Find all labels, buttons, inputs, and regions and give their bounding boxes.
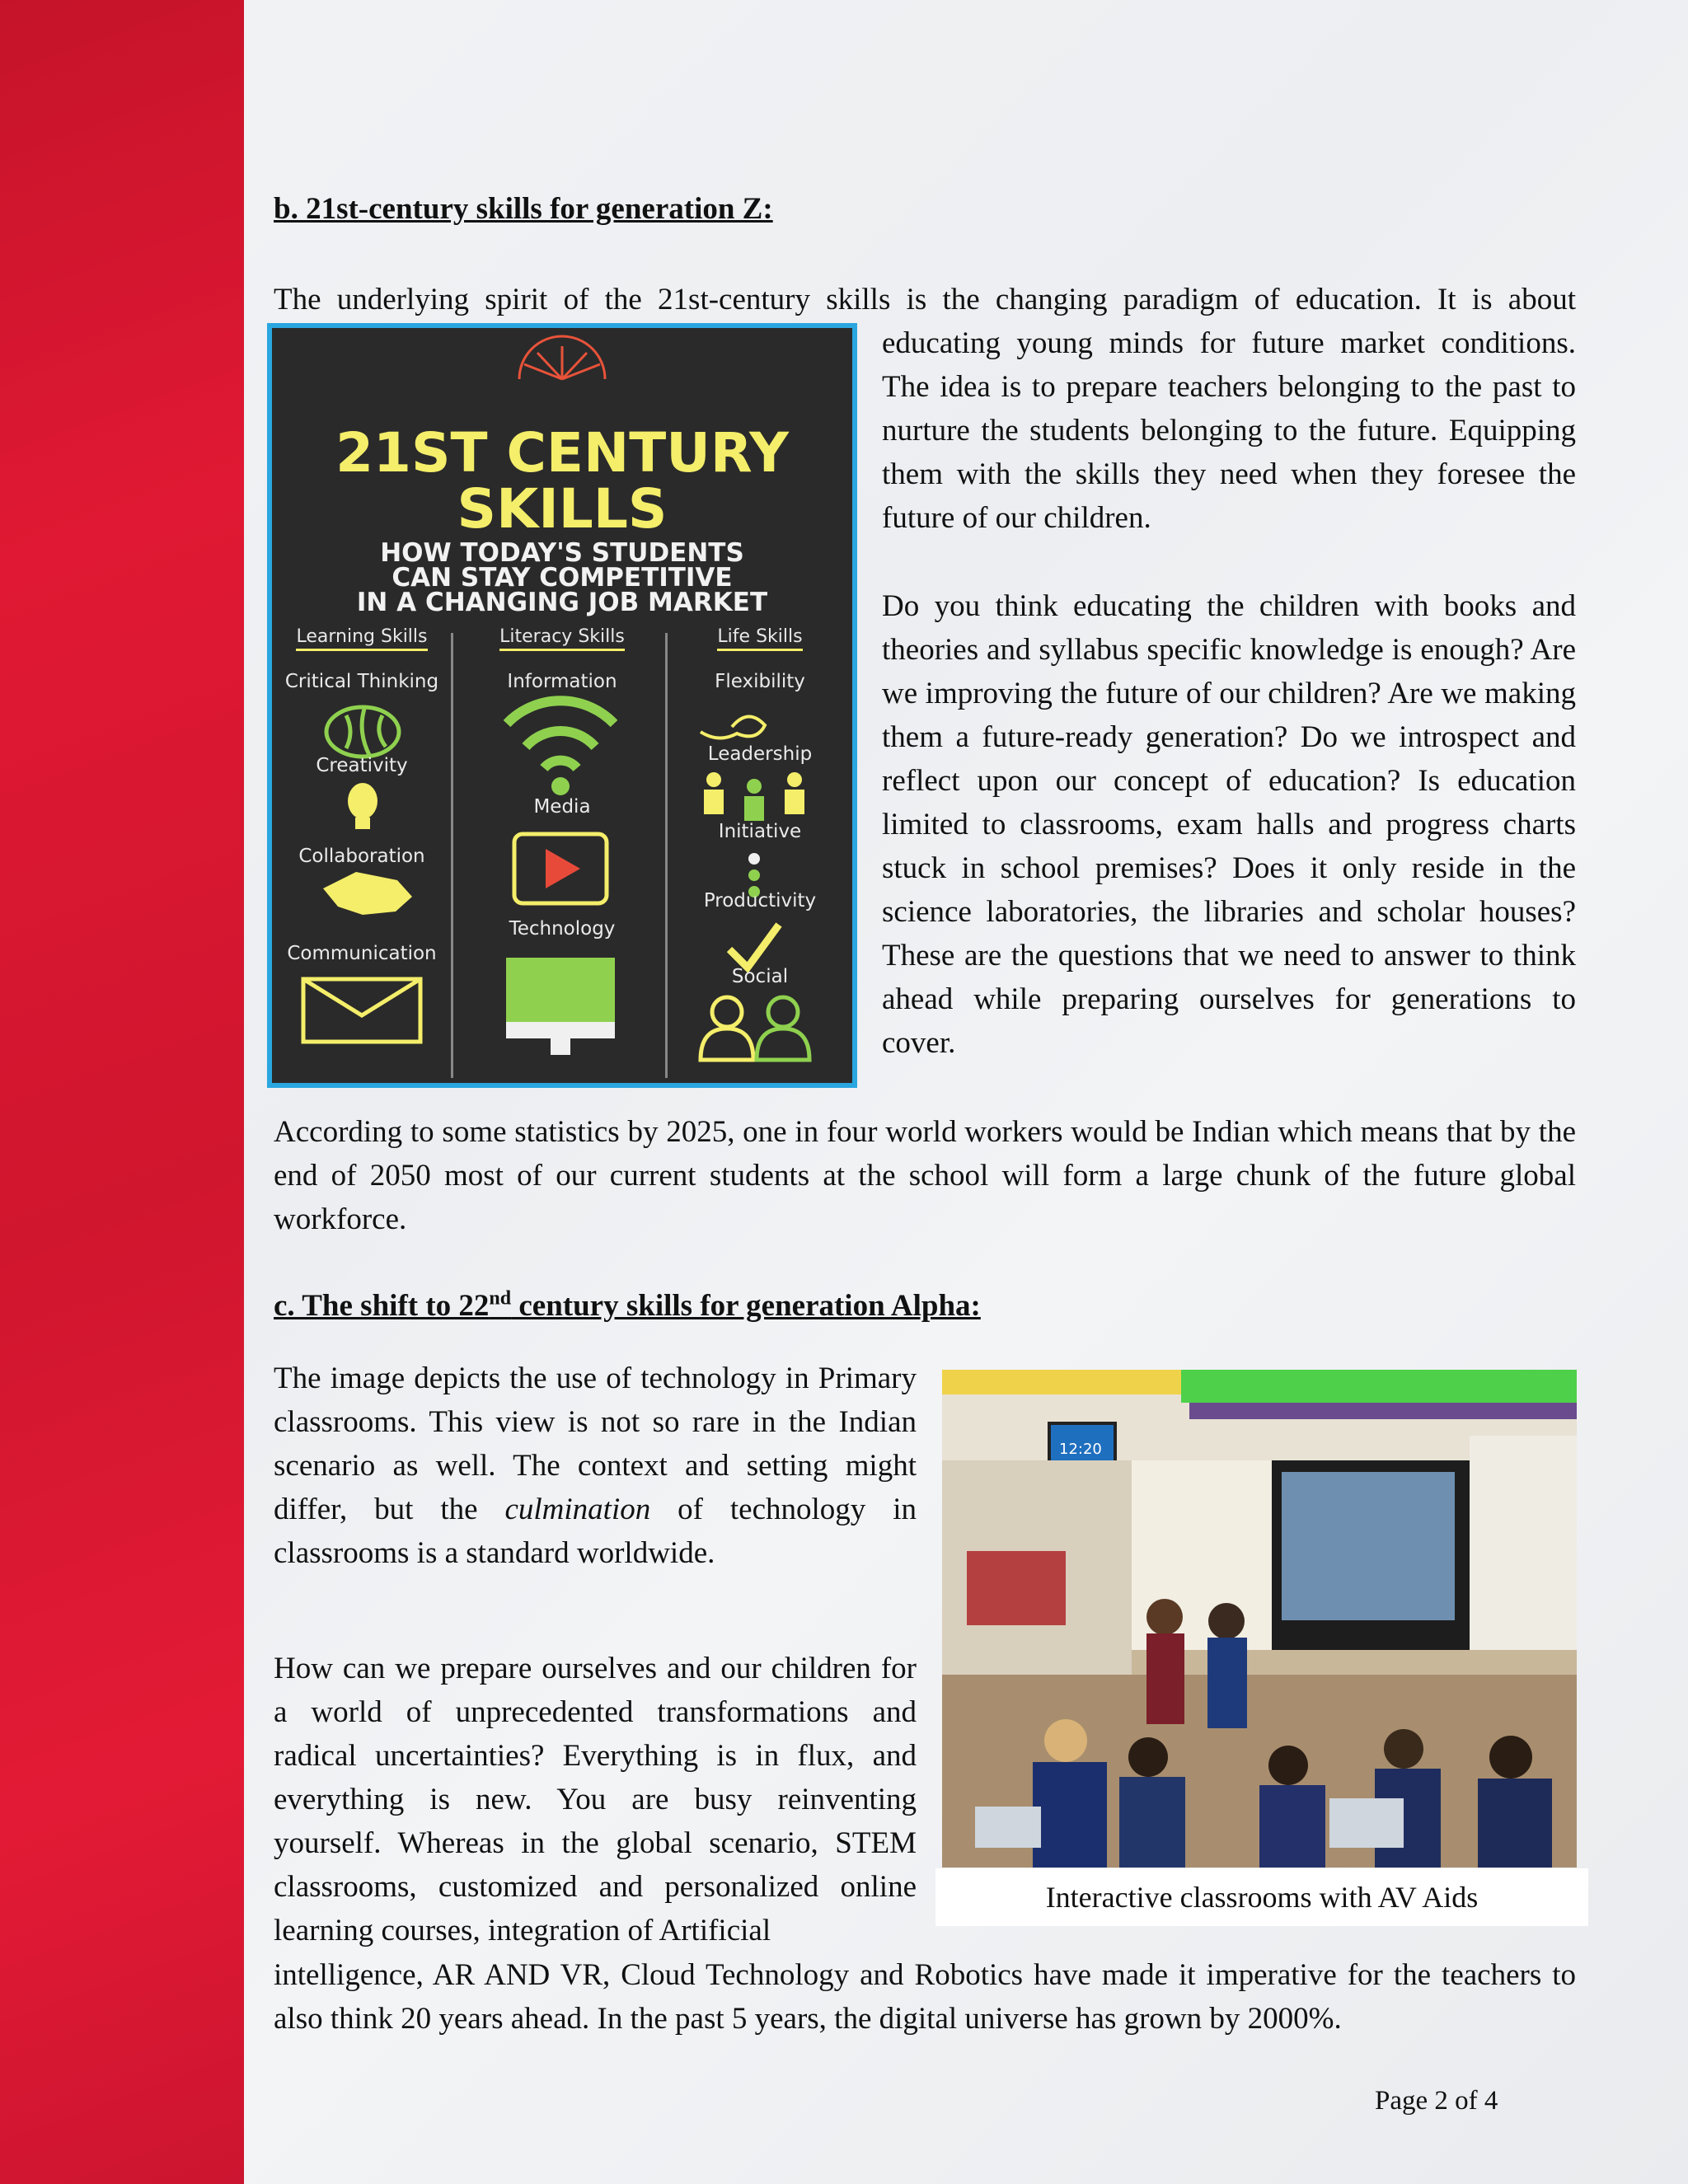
section-b-paragraph-1: educating young minds for future market conditions. The idea is to prepare teachers belonging to the past to nurture the students belonging to the future. Equipping them with the skills they need when they foresee the future of our children. — [882, 326, 1576, 535]
document-page — [274, 0, 1576, 2184]
life-skills-labels — [668, 328, 852, 1083]
classroom-photo — [942, 1370, 1577, 1868]
column-heading: Learning Skills — [296, 626, 427, 651]
infographic-subtitle: HOW TODAY'S STUDENTS CAN STAY COMPETITIVE IN A CHANGING JOB MARKET — [356, 538, 768, 617]
section-b-heading: b. 21st-century skills for generation Z: — [274, 192, 773, 226]
skill-label: Creativity — [316, 755, 408, 776]
section-b-paragraph-3: According to some statistics by 2025, one in four world workers would be Indian which means that by the end of 2050 most of our current students at the school will form a large chunk of the future global workforce. — [274, 1115, 1576, 1236]
skill-label: Social — [731, 966, 789, 987]
section-c-paragraph-2: intelligence, AR AND VR, Cloud Technology and Robotics have made it imperative for the teachers to also think 20 years ahead. In the past 5 years, the digital universe has grown by 2000%. — [274, 1958, 1576, 2036]
learning-skills-labels — [272, 328, 452, 1083]
infographic-title: 21ST CENTURY SKILLS — [335, 421, 789, 541]
skill-label: Collaboration — [298, 846, 425, 867]
section-c-paragraph-2-lead: How can we prepare ourselves and our children for a world of unprecedented transformations and radical uncertainties? Everything is in flux, and everything is new. You are busy reinventing yourself. Whereas in the global scenario, STEM classrooms, customized and personalized online learning courses, integration of Artificial — [274, 1652, 917, 1947]
21st-century-skills-infographic — [267, 323, 857, 1088]
classroom-tv-clock: 12:20 — [1059, 1441, 1102, 1458]
skill-label: Flexibility — [715, 671, 805, 692]
section-b-paragraph-2: Do you think educating the children with books and theories and syllabus specific knowledge is enough? Are we improving the future of our children? Are we making them a future-ready generation? Do we introspect and reflect upon our concept of education? Is education limited to classrooms, exam halls and progress charts stuck in school premises? Does it only reside in the science laboratories, the libraries and scholar houses? These are the questions that we need to answer to think ahead while preparing ourselves for generations to cover. — [882, 589, 1576, 1060]
skill-label: Information — [507, 671, 617, 692]
skill-label: Leadership — [707, 743, 813, 765]
photo-caption: Interactive classrooms with AV Aids — [935, 1868, 1588, 1926]
skill-label: Media — [533, 796, 591, 818]
section-c-heading: c. The shift to 22nd century skills for generation Alpha: — [274, 1287, 981, 1323]
section-b-paragraph-1-lead: The underlying spirit of the 21st-century skills is the changing paradigm of education. It is about — [274, 283, 1576, 316]
column-heading: Life Skills — [717, 626, 802, 651]
skill-label: Technology — [509, 918, 616, 940]
column-heading: Literacy Skills — [499, 626, 625, 651]
skill-label: Communication — [287, 943, 437, 964]
decorative-red-sidebar — [0, 0, 244, 2184]
section-c-paragraph-1: The image depicts the use of technology in Primary classrooms. This view is not so rare in the Indian scenario as well. The context and setting might differ, but the culmination of technology in classrooms is a standard worldwide. — [274, 1361, 917, 1570]
skill-label: Initiative — [718, 821, 802, 842]
literacy-skills-labels — [462, 328, 663, 1083]
classroom-photo-art — [942, 1370, 1577, 1868]
skill-label: Productivity — [703, 890, 817, 912]
skill-label: Critical Thinking — [284, 671, 439, 692]
page-number: Page 2 of 4 — [1375, 2086, 1498, 2116]
